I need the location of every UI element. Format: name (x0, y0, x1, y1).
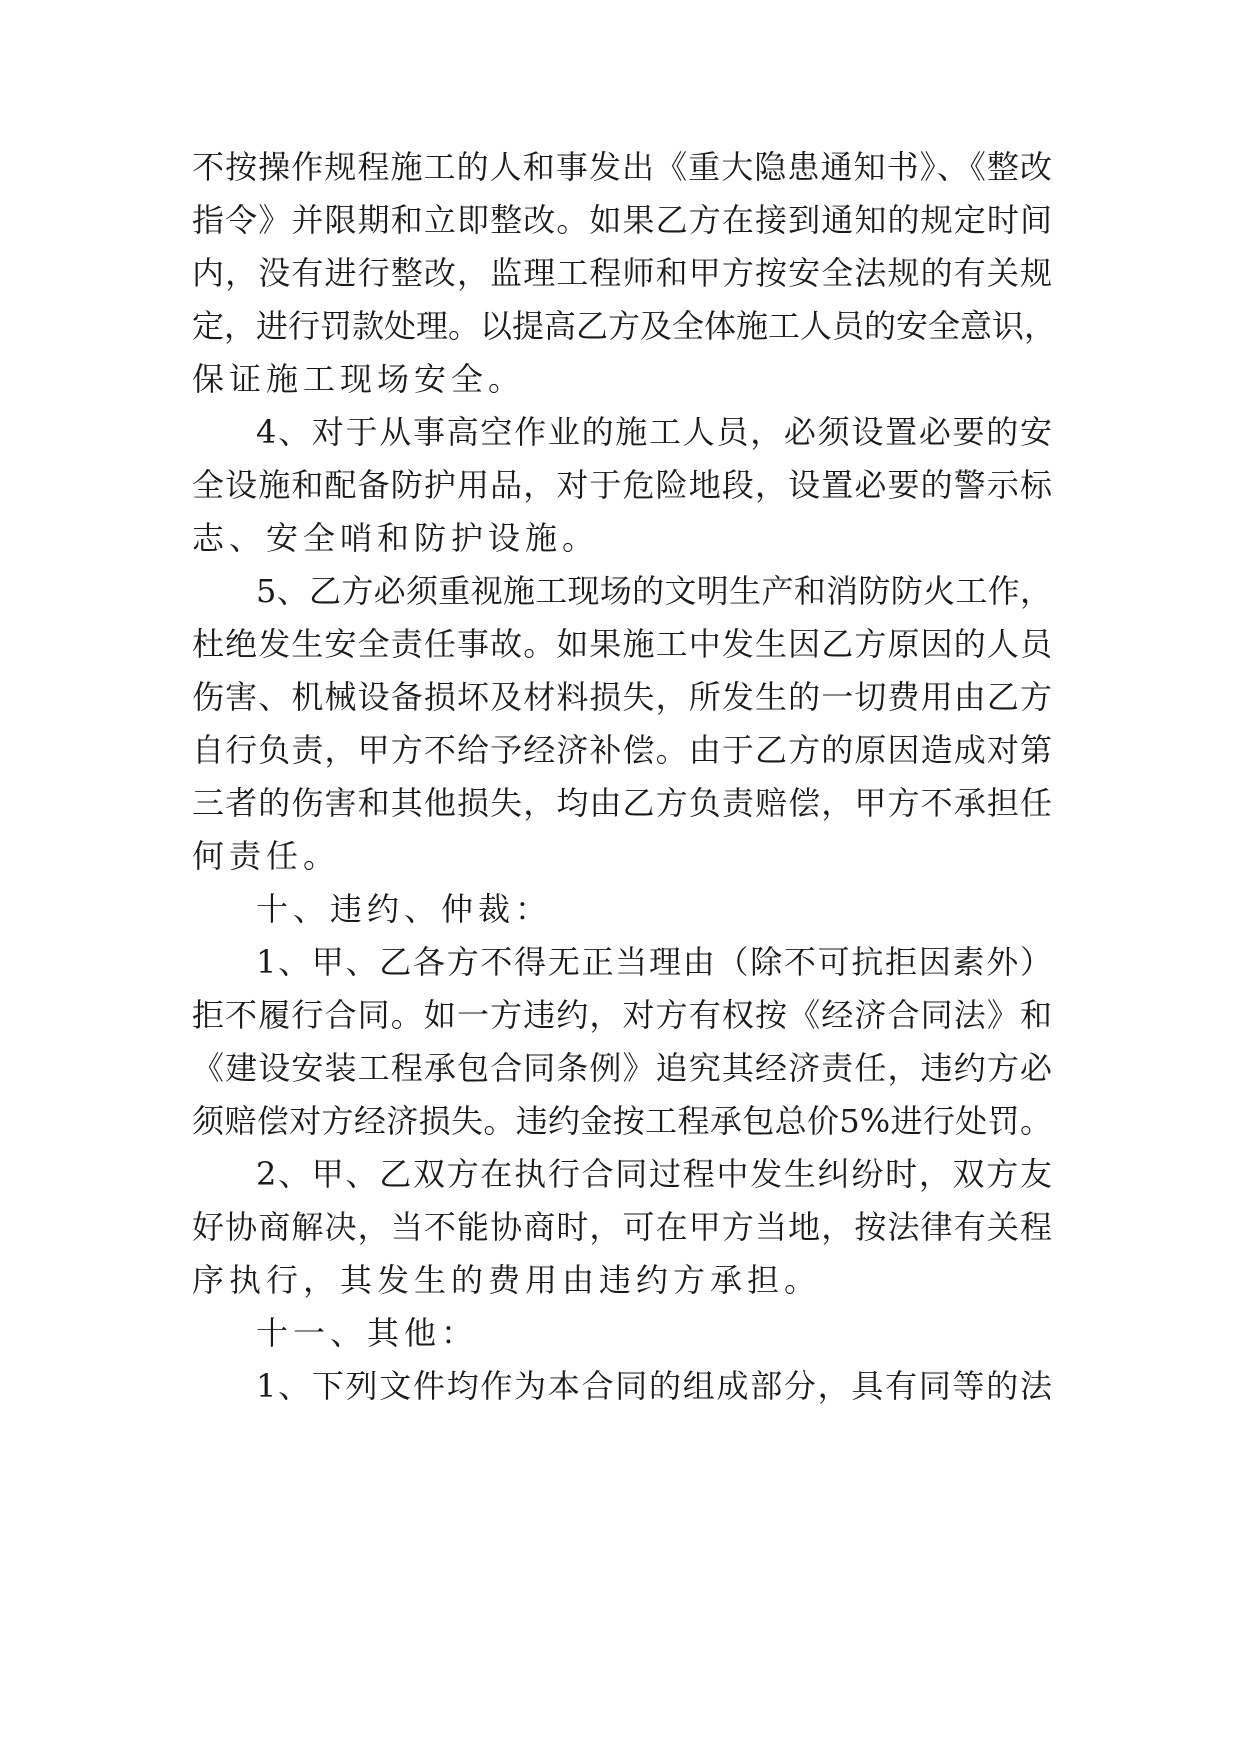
text-line: 1、甲、乙各方不得无正当理由（除不可抗拒因素外） (256, 943, 1052, 981)
text-line: 《建设安装工程承包合同条例》追究其经济责任，违约方必 (192, 1049, 1052, 1087)
text-line: 自行负责，甲方不给予经济补偿。由于乙方的原因造成对第 (192, 731, 1052, 769)
section-heading: 十一、其他： (256, 1314, 479, 1352)
text-line: 三者的伤害和其他损失，均由乙方负责赔偿，甲方不承担任 (192, 784, 1052, 822)
text-line: 内，没有进行整改，监理工程师和甲方按安全法规的有关规 (192, 254, 1052, 292)
text-line: 定，进行罚款处理。以提高乙方及全体施工人员的安全意识， (192, 307, 1057, 345)
text-line: 何责任。 (192, 837, 341, 875)
text-line: 2、甲、乙双方在执行合同过程中发生纠纷时，双方友 (256, 1155, 1052, 1193)
text-line: 不按操作规程施工的人和事发出《重大隐患通知书》、《整改 (192, 148, 1052, 186)
text-line: 4、对于从事高空作业的施工人员，必须设置必要的安 (256, 413, 1052, 451)
text-line: 志、安全哨和防护设施。 (192, 519, 600, 557)
text-line: 指令》并限期和立即整改。如果乙方在接到通知的规定时间 (192, 201, 1052, 239)
text-line: 保证施工现场安全。 (192, 360, 526, 398)
text-line: 杜绝发生安全责任事故。如果施工中发生因乙方原因的人员 (192, 625, 1052, 663)
text-line: 1、下列文件均作为本合同的组成部分，具有同等的法 (256, 1367, 1052, 1405)
text-line: 伤害、机械设备损坏及材料损失，所发生的一切费用由乙方 (192, 678, 1052, 716)
text-line: 拒不履行合同。如一方违约，对方有权按《经济合同法》和 (192, 996, 1052, 1034)
section-heading: 十、违约、仲裁： (256, 890, 553, 928)
text-line: 5、乙方必须重视施工现场的文明生产和消防防火工作， (256, 572, 1052, 610)
text-line: 好协商解决，当不能协商时，可在甲方当地，按法律有关程 (192, 1208, 1052, 1246)
text-line: 序执行，其发生的费用由违约方承担。 (192, 1261, 822, 1299)
text-line: 全设施和配备防护用品，对于危险地段，设置必要的警示标 (192, 466, 1052, 504)
text-line: 须赔偿对方经济损失。违约金按工程承包总价5%进行处罚。 (192, 1102, 1052, 1140)
